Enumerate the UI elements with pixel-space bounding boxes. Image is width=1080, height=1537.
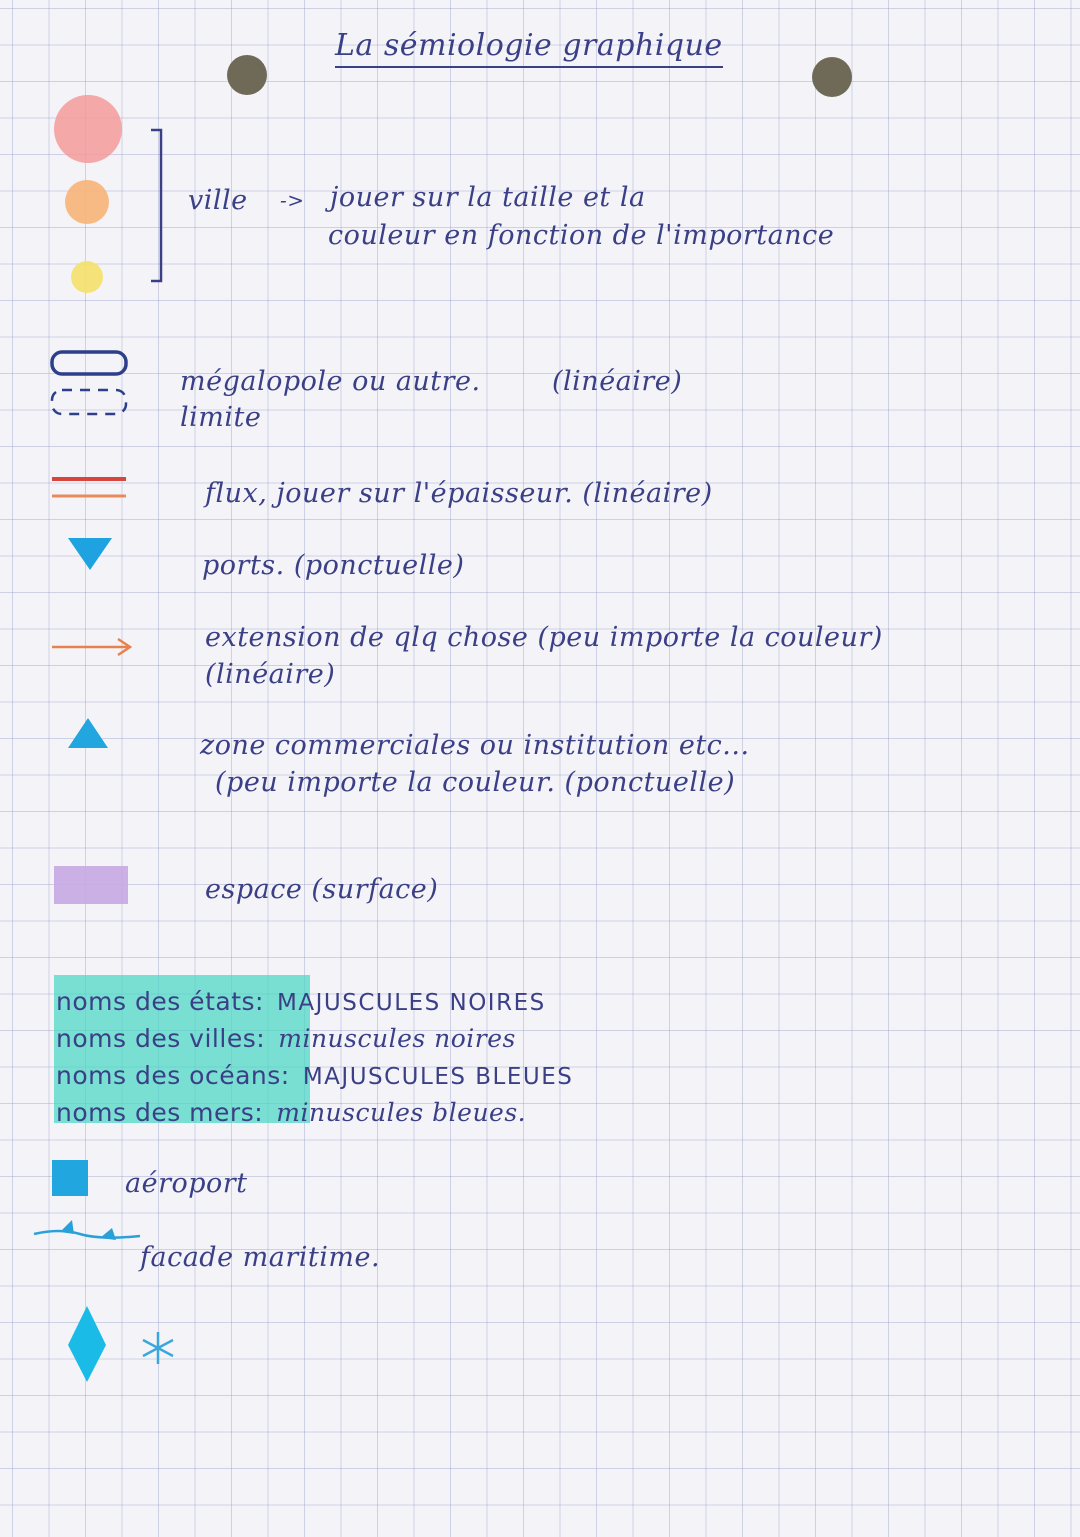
medium-city-circle-icon xyxy=(65,180,109,224)
megalopole-icons xyxy=(0,340,200,430)
megalopole-line2: limite xyxy=(180,402,262,433)
naming-row-oceans xyxy=(56,1058,573,1095)
large-city-circle-icon xyxy=(54,95,122,163)
naming-rule: minuscules noires xyxy=(278,1024,516,1053)
city-symbols-icon xyxy=(0,0,1080,300)
ville-label: ville xyxy=(188,185,248,216)
extension-line2: (linéaire) xyxy=(205,659,336,690)
coast-text: facade maritime. xyxy=(140,1242,381,1273)
dashed-rounded-rectangle-icon xyxy=(52,390,126,414)
page-title: La sémiologie graphique xyxy=(335,28,723,68)
blue-square-icon xyxy=(52,1160,88,1196)
bracket-icon xyxy=(151,130,161,281)
zone-line1: zone commerciales ou institution etc... xyxy=(200,730,750,761)
airport-text: aéroport xyxy=(125,1168,248,1199)
naming-rule: MAJUSCULES BLEUES xyxy=(302,1064,574,1090)
extension-line1: extension de qlq chose (peu importe la couleur) xyxy=(205,622,883,653)
naming-rule: MAJUSCULES NOIRES xyxy=(277,990,546,1016)
naming-label: noms des villes: xyxy=(56,1024,266,1053)
naming-rule: minuscules bleues. xyxy=(276,1098,527,1127)
ville-desc-line2: couleur en fonction de l'importance xyxy=(328,220,835,251)
naming-row-seas xyxy=(56,1095,573,1132)
asterisk-icon xyxy=(143,1332,173,1364)
purple-area-icon xyxy=(54,866,128,904)
naming-label: noms des états: xyxy=(56,987,264,1016)
naming-row-states xyxy=(56,984,573,1021)
naming-row-cities xyxy=(56,1021,573,1058)
naming-label: noms des mers: xyxy=(56,1098,264,1127)
ville-arrow: -> xyxy=(280,188,305,212)
last-symbols xyxy=(0,1300,220,1390)
naming-block xyxy=(56,984,573,1132)
flux-text: flux, jouer sur l'épaisseur. (linéaire) xyxy=(205,478,713,509)
diamond-icon xyxy=(68,1306,106,1382)
ports-text: ports. (ponctuelle) xyxy=(202,550,465,581)
zone-line2: (peu importe la couleur. (ponctuelle) xyxy=(215,767,736,798)
naming-label: noms des océans: xyxy=(56,1061,290,1090)
double-line-icon xyxy=(0,470,200,510)
small-city-circle-icon xyxy=(71,261,103,293)
inverted-triangle-icon xyxy=(0,530,200,580)
triangle-icon xyxy=(0,710,200,760)
megalopole-line1: mégalopole ou autre. xyxy=(180,366,481,397)
ville-desc-line1: jouer sur la taille et la xyxy=(330,182,646,213)
megalopole-note: (linéaire) xyxy=(552,366,683,397)
arrow-right-icon xyxy=(0,630,200,670)
rounded-rectangle-icon xyxy=(52,352,126,374)
espace-text: espace (surface) xyxy=(205,874,439,905)
